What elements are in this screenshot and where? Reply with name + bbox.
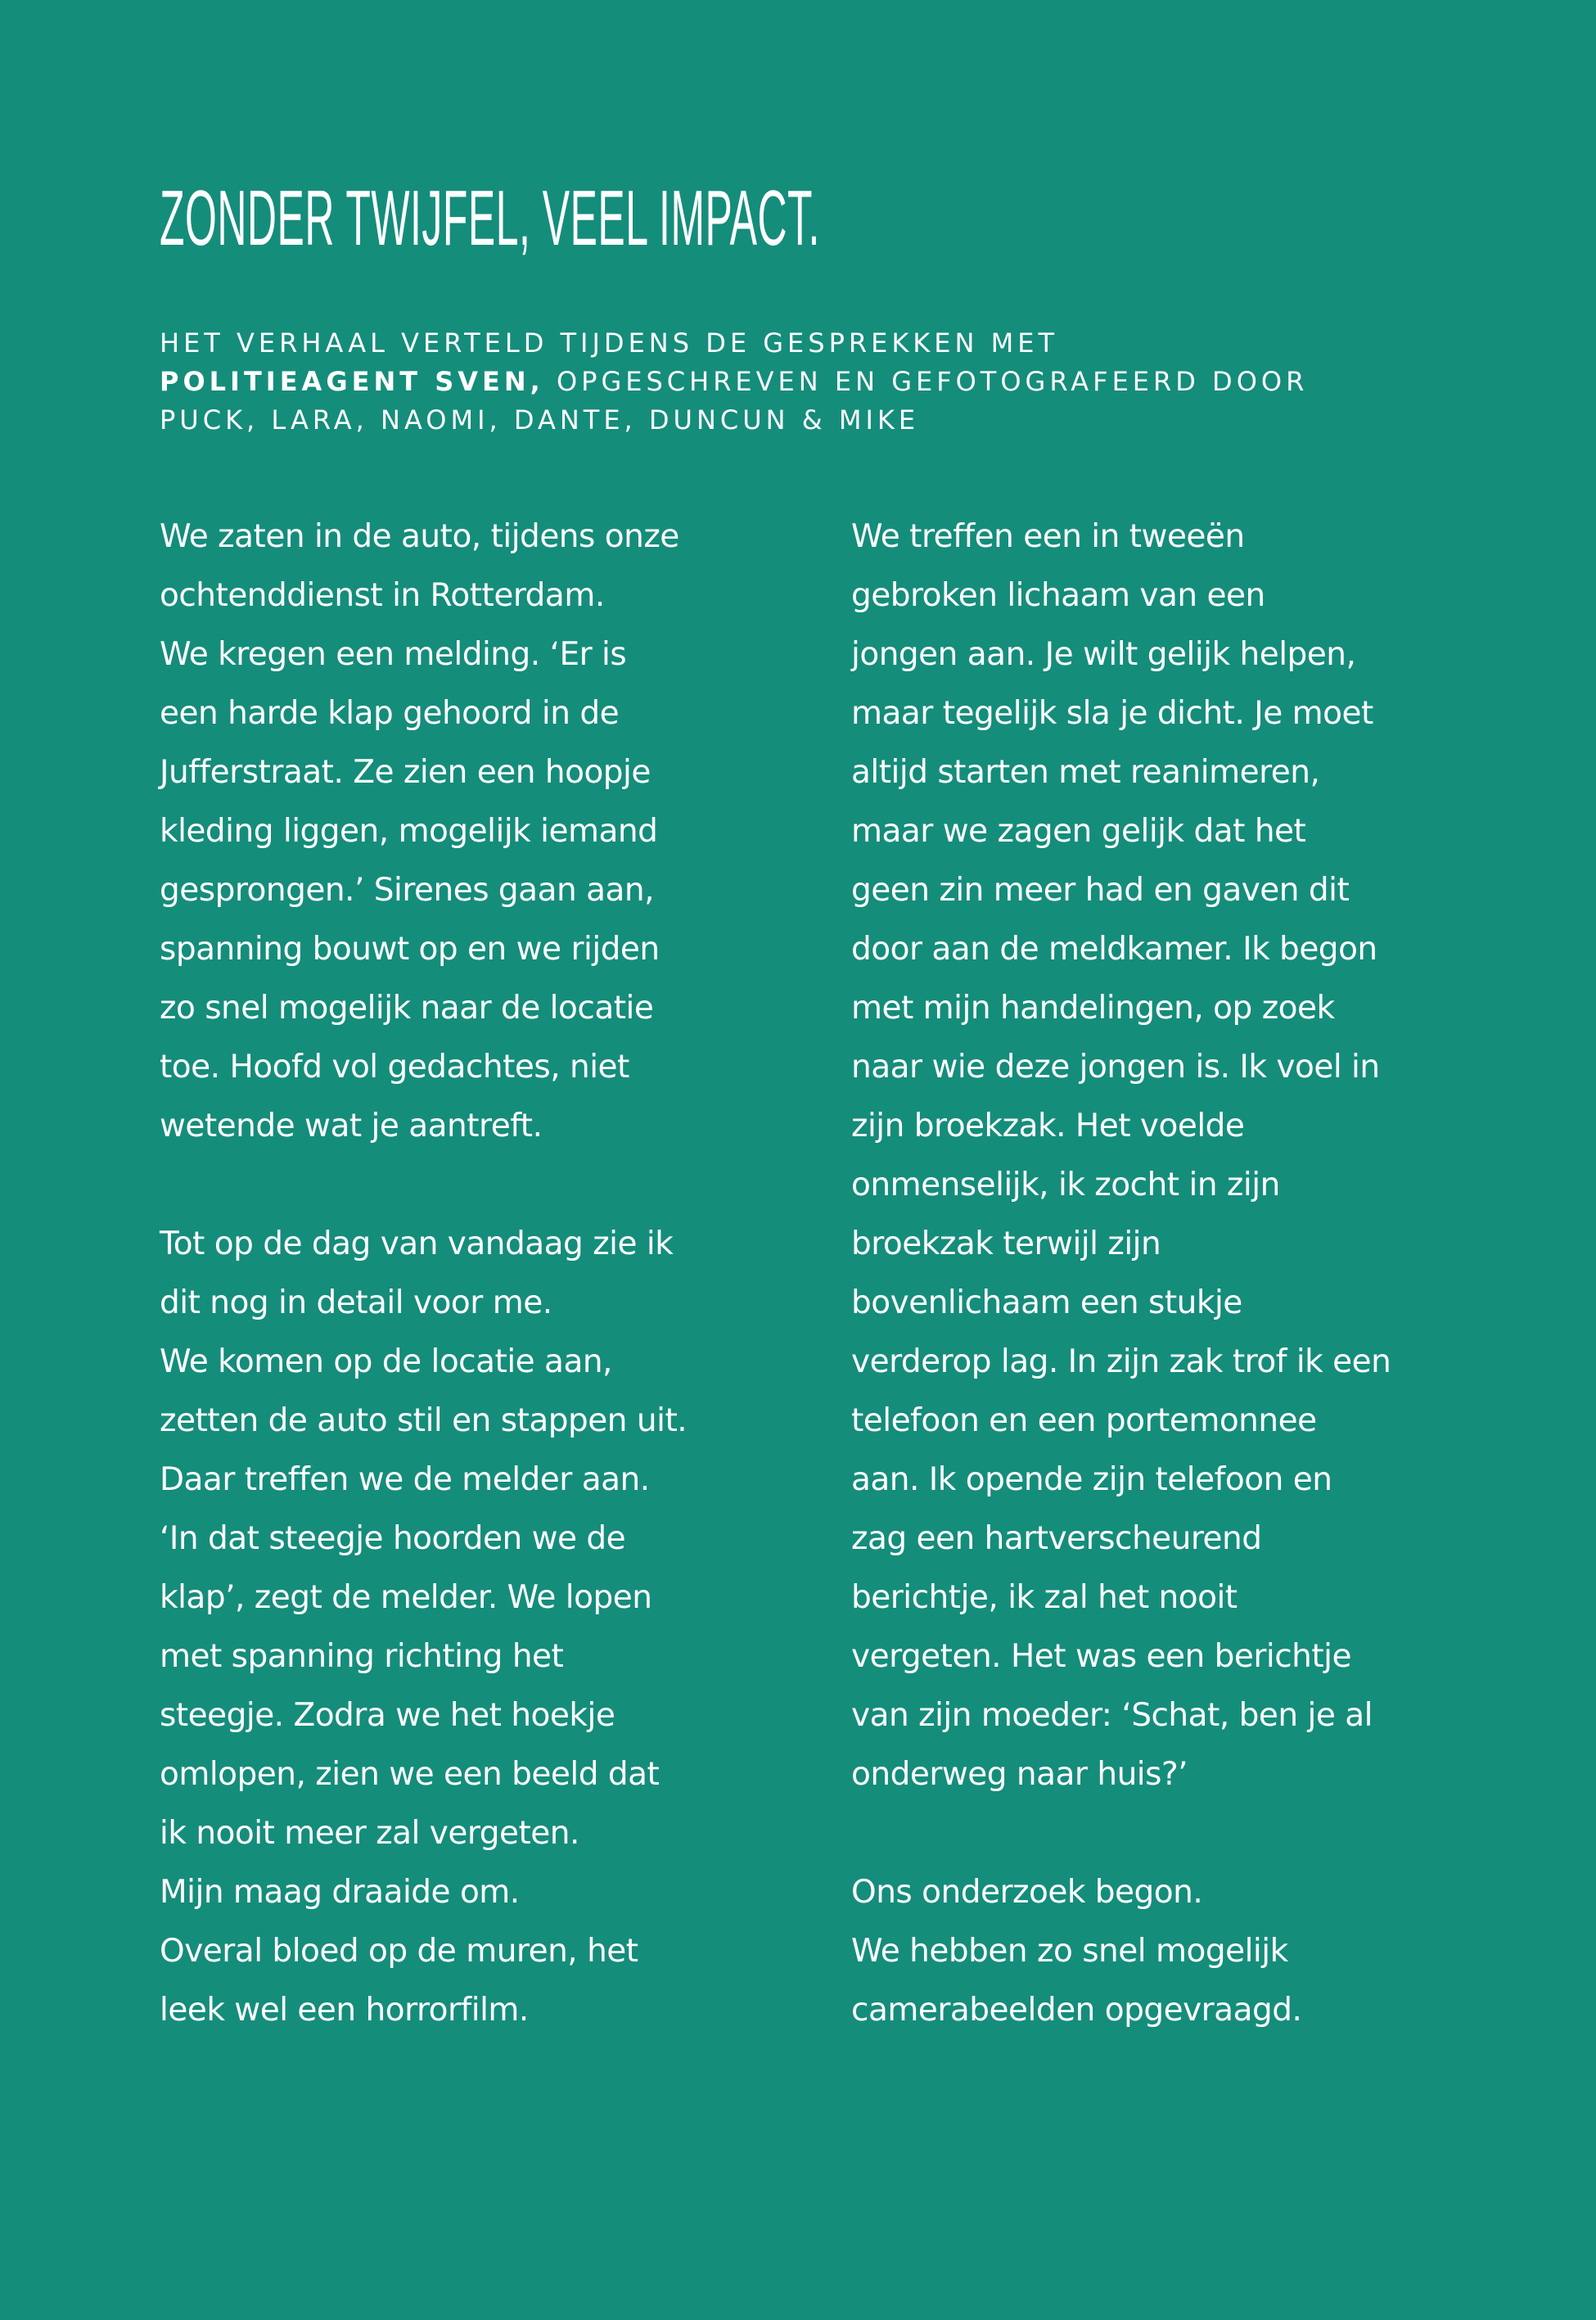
left-paragraph-1 xyxy=(160,508,765,1156)
text-line: We hebben zo snel mogelijk xyxy=(851,1933,1288,1970)
text-line: berichtje, ik zal het nooit xyxy=(851,1579,1238,1616)
text-line: dit nog in detail voor me. xyxy=(160,1284,552,1321)
text-line: maar tegelijk sla je dicht. Je moet xyxy=(851,695,1373,732)
text-line: met spanning richting het xyxy=(160,1638,564,1675)
text-line: Tot op de dag van vandaag zie ik xyxy=(160,1225,674,1262)
text-line: aan. Ik opende zijn telefoon en xyxy=(851,1461,1332,1498)
subtitle-officer-name: POLITIEAGENT SVEN, xyxy=(160,366,544,397)
text-line: zetten de auto stil en stappen uit. xyxy=(160,1402,688,1439)
text-line: naar wie deze jongen is. Ik voel in xyxy=(851,1049,1380,1086)
text-line: omlopen, zien we een beeld dat xyxy=(160,1756,660,1793)
text-line: van zijn moeder: ‘Schat, ben je al xyxy=(851,1697,1373,1734)
text-line: met mijn handelingen, op zoek xyxy=(851,990,1335,1027)
text-line: altijd starten met reanimeren, xyxy=(851,754,1320,791)
text-line: We treffen een in tweeën xyxy=(851,518,1245,555)
article-title: ZONDER TWIJFEL, VEEL IMPACT. xyxy=(160,174,820,262)
text-line: camerabeelden opgevraagd. xyxy=(851,1992,1302,2029)
text-line: We komen op de locatie aan, xyxy=(160,1343,612,1380)
text-line: bovenlichaam een stukje xyxy=(851,1284,1242,1321)
text-line: We zaten in de auto, tijdens onze xyxy=(160,518,679,555)
subtitle-line-2 xyxy=(160,363,1469,401)
text-line: klap’, zegt de melder. We lopen xyxy=(160,1579,652,1616)
text-line: een harde klap gehoord in de xyxy=(160,695,620,732)
text-line: gesprongen.’ Sirenes gaan aan, xyxy=(160,872,655,909)
text-line: Daar treffen we de melder aan. xyxy=(160,1461,650,1498)
text-line: zag een hartverscheurend xyxy=(851,1520,1262,1557)
text-line: leek wel een horrorfilm. xyxy=(160,1992,529,2029)
text-line: broekzak terwijl zijn xyxy=(851,1225,1161,1262)
text-line: toe. Hoofd vol gedachtes, niet xyxy=(160,1049,629,1086)
right-paragraph-2 xyxy=(851,1863,1490,2040)
text-line: maar we zagen gelijk dat het xyxy=(851,813,1306,850)
text-line: gebroken lichaam van een xyxy=(851,577,1265,614)
text-line: zijn broekzak. Het voelde xyxy=(851,1108,1245,1144)
left-paragraph-2 xyxy=(160,1215,765,2040)
right-paragraph-1 xyxy=(851,508,1490,1804)
text-line: ‘In dat steegje hoorden we de xyxy=(160,1520,626,1557)
text-line: Jufferstraat. Ze zien een hoopje xyxy=(160,754,651,791)
text-line: We kregen een melding. ‘Er is xyxy=(160,636,627,673)
text-line: Overal bloed op de muren, het xyxy=(160,1933,638,1970)
text-line: Ons onderzoek begon. xyxy=(851,1874,1203,1911)
text-line: vergeten. Het was een berichtje xyxy=(851,1638,1351,1675)
text-line: zo snel mogelijk naar de locatie xyxy=(160,990,654,1027)
text-line: onderweg naar huis?’ xyxy=(851,1756,1188,1793)
text-line: Mijn maag draaide om. xyxy=(160,1874,520,1911)
text-line: onmenselijk, ik zocht in zijn xyxy=(851,1167,1280,1203)
subtitle-line-3: PUCK, LARA, NAOMI, DANTE, DUNCUN & MIKE xyxy=(160,404,920,436)
subtitle-credit: OPGESCHREVEN EN GEFOTOGRAFEERD DOOR xyxy=(556,366,1309,397)
article-subtitle xyxy=(160,324,1469,440)
text-line: kleding liggen, mogelijk iemand xyxy=(160,813,658,850)
text-line: steegje. Zodra we het hoekje xyxy=(160,1697,615,1734)
text-line: wetende wat je aantreft. xyxy=(160,1108,543,1144)
text-line: spanning bouwt op en we rijden xyxy=(160,931,660,968)
text-line: telefoon en een portemonnee xyxy=(851,1402,1317,1439)
text-line: ik nooit meer zal vergeten. xyxy=(160,1815,579,1852)
text-line: door aan de meldkamer. Ik begon xyxy=(851,931,1377,968)
left-column xyxy=(160,508,765,2040)
right-column xyxy=(851,508,1490,2040)
text-line: verderop lag. In zijn zak trof ik een xyxy=(851,1343,1391,1380)
subtitle-line-1: HET VERHAAL VERTELD TIJDENS DE GESPREKKEN MET xyxy=(160,327,1058,359)
text-line: jongen aan. Je wilt gelijk helpen, xyxy=(851,636,1356,673)
text-line: geen zin meer had en gaven dit xyxy=(851,872,1350,909)
text-line: ochtenddienst in Rotterdam. xyxy=(160,577,605,614)
